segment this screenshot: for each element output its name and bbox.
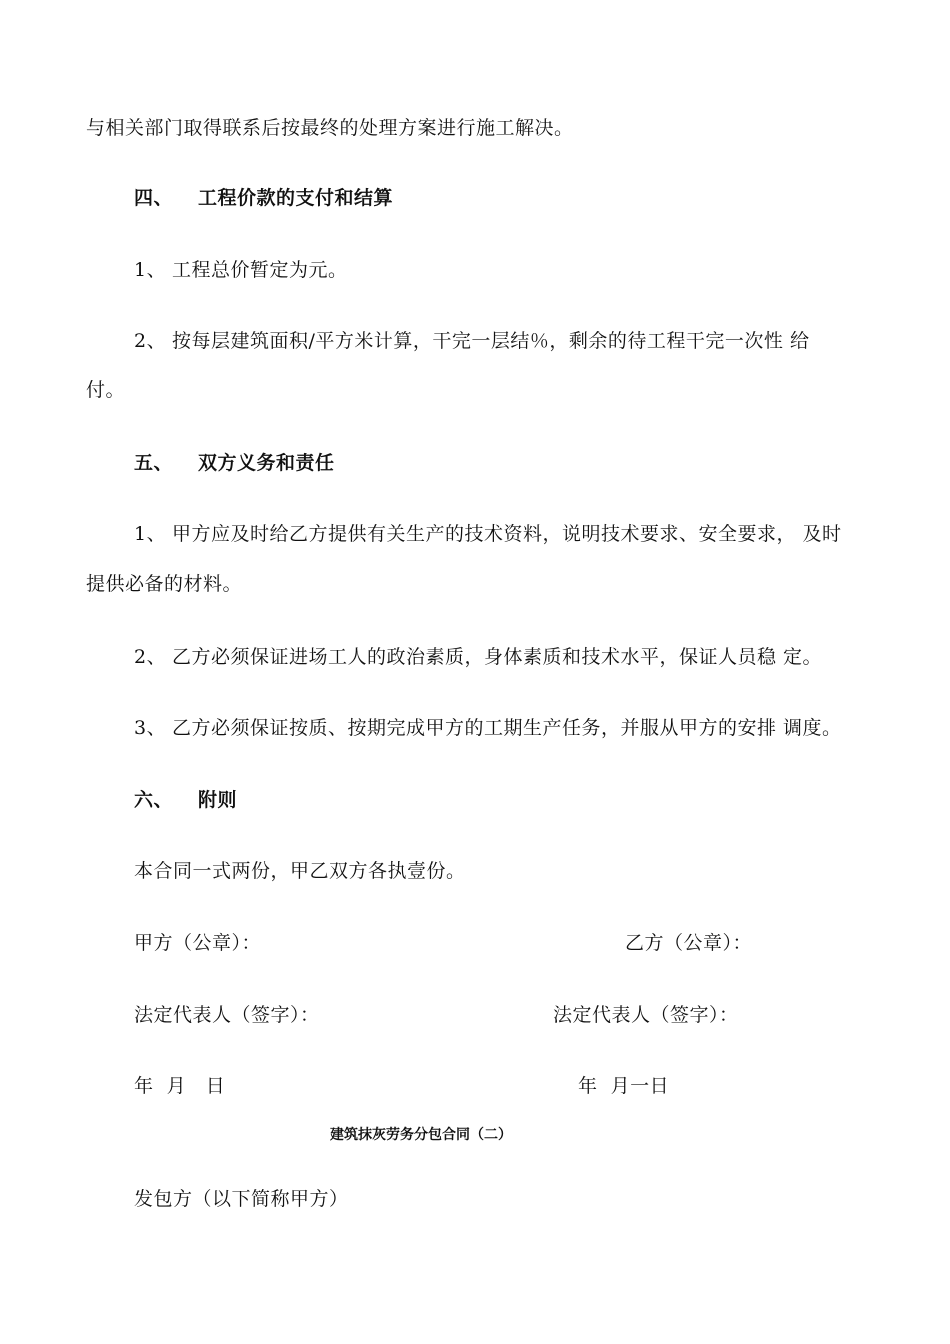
party-b-seal: 乙方（公章）： bbox=[625, 932, 753, 954]
clause-text: 按每层建筑面积/平方米计算，干完一层结％，剩余的待工程干完一次性 给 bbox=[172, 330, 810, 352]
appendix-text: 本合同一式两份，甲乙双方各执壹份。 bbox=[134, 860, 466, 882]
clause-5-3 bbox=[134, 716, 842, 740]
section-heading-4 bbox=[134, 186, 393, 210]
clause-4-1 bbox=[134, 258, 348, 282]
party-a-seal: 甲方（公章）： bbox=[134, 932, 262, 954]
party-b-representative: 法定代表人（签字）： bbox=[553, 1004, 739, 1026]
clause-text: 乙方必须保证进场工人的政治素质，身体素质和技术水平，保证人员稳 定。 bbox=[172, 646, 823, 668]
party-a-date: 年 月 日 bbox=[134, 1075, 226, 1097]
section-heading-6 bbox=[134, 788, 237, 812]
clause-text: 工程总价暂定为元。 bbox=[172, 259, 348, 281]
clause-5-2 bbox=[134, 645, 822, 669]
clause-5-1-line-1 bbox=[134, 522, 842, 546]
clause-text: 乙方必须保证按质、按期完成甲方的工期生产任务，并服从甲方的安排 调度。 bbox=[172, 717, 842, 739]
clause-number: 1、 bbox=[134, 259, 167, 281]
paragraph-intro-end: 与相关部门取得联系后按最终的处理方案进行施工解决。 bbox=[86, 117, 574, 139]
party-a-representative: 法定代表人（签字）： bbox=[134, 1004, 320, 1026]
section-title: 附则 bbox=[198, 789, 238, 811]
clause-4-2-line-1 bbox=[134, 329, 809, 353]
party-b-date: 年 月一日 bbox=[578, 1075, 670, 1097]
section-number: 五、 bbox=[134, 452, 174, 474]
section-title: 双方义务和责任 bbox=[198, 452, 335, 474]
section-heading-5 bbox=[134, 451, 335, 475]
clause-text: 甲方应及时给乙方提供有关生产的技术资料，说明技术要求、安全要求， 及时 bbox=[172, 523, 842, 545]
contract-2-first-line: 发包方（以下简称甲方） bbox=[134, 1188, 349, 1210]
section-number: 四、 bbox=[134, 187, 174, 209]
clause-number: 2、 bbox=[134, 330, 167, 352]
contract-2-title: 建筑抹灰劳务分包合同（二） bbox=[330, 1127, 512, 1143]
clause-number: 1、 bbox=[134, 523, 167, 545]
section-number: 六、 bbox=[134, 789, 174, 811]
clause-5-1-line-2: 提供必备的材料。 bbox=[86, 573, 243, 595]
section-title: 工程价款的支付和结算 bbox=[198, 187, 394, 209]
clause-4-2-line-2: 付。 bbox=[86, 379, 126, 401]
clause-number: 2、 bbox=[134, 646, 167, 668]
clause-number: 3、 bbox=[134, 717, 167, 739]
